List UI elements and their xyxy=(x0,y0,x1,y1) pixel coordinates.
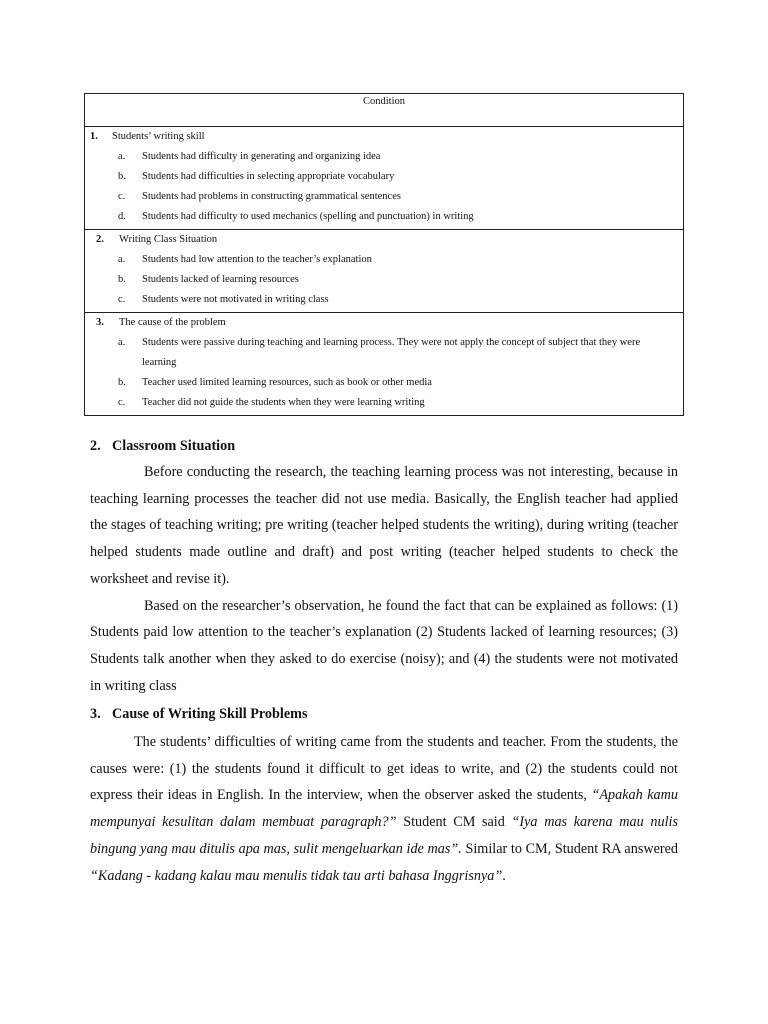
section-heading-classroom-situation xyxy=(90,438,235,455)
paragraph-text: . xyxy=(502,867,506,884)
list-item xyxy=(85,167,683,187)
classroom-situation-body xyxy=(90,459,678,699)
list-item xyxy=(85,270,683,290)
item-letter: a. xyxy=(118,337,126,348)
heading-title: Classroom Situation xyxy=(112,438,236,454)
list-item xyxy=(85,207,683,227)
section-heading xyxy=(85,230,683,250)
item-letter: d. xyxy=(118,211,126,222)
table-section-cause xyxy=(85,313,683,415)
list-item xyxy=(85,147,683,167)
item-letter: a. xyxy=(118,151,126,162)
heading-number: 3. xyxy=(90,706,101,722)
section-heading xyxy=(85,313,683,333)
paragraph: Based on the researcher’s observation, he found the fact that can be explained as follows: (1) Students paid low attention to the teacher’s explanation (2) Students lacked of learning resources; (3) Students talk another when they asked to do exercise (noisy); and (4) the students were not motivated in writing class xyxy=(90,597,678,694)
table-section-class-situation xyxy=(85,230,683,313)
item-letter: c. xyxy=(118,397,126,408)
list-item xyxy=(85,373,683,393)
section-number: 3. xyxy=(96,317,104,328)
item-text: Students had problems in constructing grammatical sentences xyxy=(142,191,401,202)
item-text: Teacher did not guide the students when they were learning writing xyxy=(142,397,425,408)
section-title: Students’ writing skill xyxy=(112,131,205,142)
section-heading-cause-problems xyxy=(90,706,308,723)
paragraph-text: Similar to CM, Student RA answered xyxy=(461,840,678,857)
item-letter: c. xyxy=(118,191,126,202)
item-text: Students were passive during teaching and learning process. They were not apply the concept of subject that they were learning xyxy=(142,337,641,368)
item-letter: b. xyxy=(118,377,126,388)
list-item xyxy=(85,333,683,373)
item-text: Students had difficulties in selecting appropriate vocabulary xyxy=(142,171,395,182)
item-letter: a. xyxy=(118,254,126,265)
item-text: Teacher used limited learning resources, such as book or other media xyxy=(142,377,432,388)
item-text: Students were not motivated in writing class xyxy=(142,294,329,305)
paragraph: Before conducting the research, the teaching learning process was not interesting, because in teaching learning processes the teacher did not use media. Basically, the English teacher had applied the stages of teaching writing; pre writing (teacher helped students the writing), during writing (teacher helped students made outline and draft) and post writing (teacher helped students to check the worksheet and revise it). xyxy=(90,464,678,587)
item-text: Students had difficulty in generating and organizing idea xyxy=(142,151,381,162)
section-number: 1. xyxy=(90,131,98,142)
paragraph xyxy=(90,729,678,889)
list-item xyxy=(85,290,683,310)
list-item xyxy=(85,250,683,270)
interview-quote-question: “Apakah kamu mempunyai kesulitan dalam membuat paragraph?” xyxy=(90,787,678,831)
item-letter: b. xyxy=(118,171,126,182)
table-section-writing-skill xyxy=(85,127,683,230)
item-letter: c. xyxy=(118,294,126,305)
item-text: Students lacked of learning resources xyxy=(142,274,299,285)
paragraph-text: Student CM said xyxy=(396,814,512,831)
item-text: Students had low attention to the teacher’s explanation xyxy=(142,254,372,265)
heading-number: 2. xyxy=(90,438,101,454)
interview-quote-cm: “Iya mas karena mau nulis bingung yang mau ditulis apa mas, sulit mengeluarkan ide mas”. xyxy=(90,814,678,857)
heading-title: Cause of Writing Skill Problems xyxy=(112,706,308,722)
interview-quote-ra: “Kadang - kadang kalau mau menulis tidak tau arti bahasa Inggrisnya” xyxy=(90,867,503,884)
condition-table xyxy=(84,93,684,416)
item-text: Students had difficulty to used mechanics (spelling and punctuation) in writing xyxy=(142,211,474,222)
item-letter: b. xyxy=(118,274,126,285)
list-item xyxy=(85,393,683,413)
table-header: Condition xyxy=(85,94,683,127)
section-number: 2. xyxy=(96,234,104,245)
list-item xyxy=(85,187,683,207)
paragraph-text: The students’ difficulties of writing came from the students and teacher. From the students, the causes were: (1) the students found it difficult to get ideas to write, and (2) the students could not express their ideas in English. In the interview, when the observer asked the students, xyxy=(90,734,678,804)
cause-problems-body xyxy=(90,729,678,889)
section-heading xyxy=(85,127,683,147)
section-title: Writing Class Situation xyxy=(119,234,218,245)
section-title: The cause of the problem xyxy=(119,317,226,328)
